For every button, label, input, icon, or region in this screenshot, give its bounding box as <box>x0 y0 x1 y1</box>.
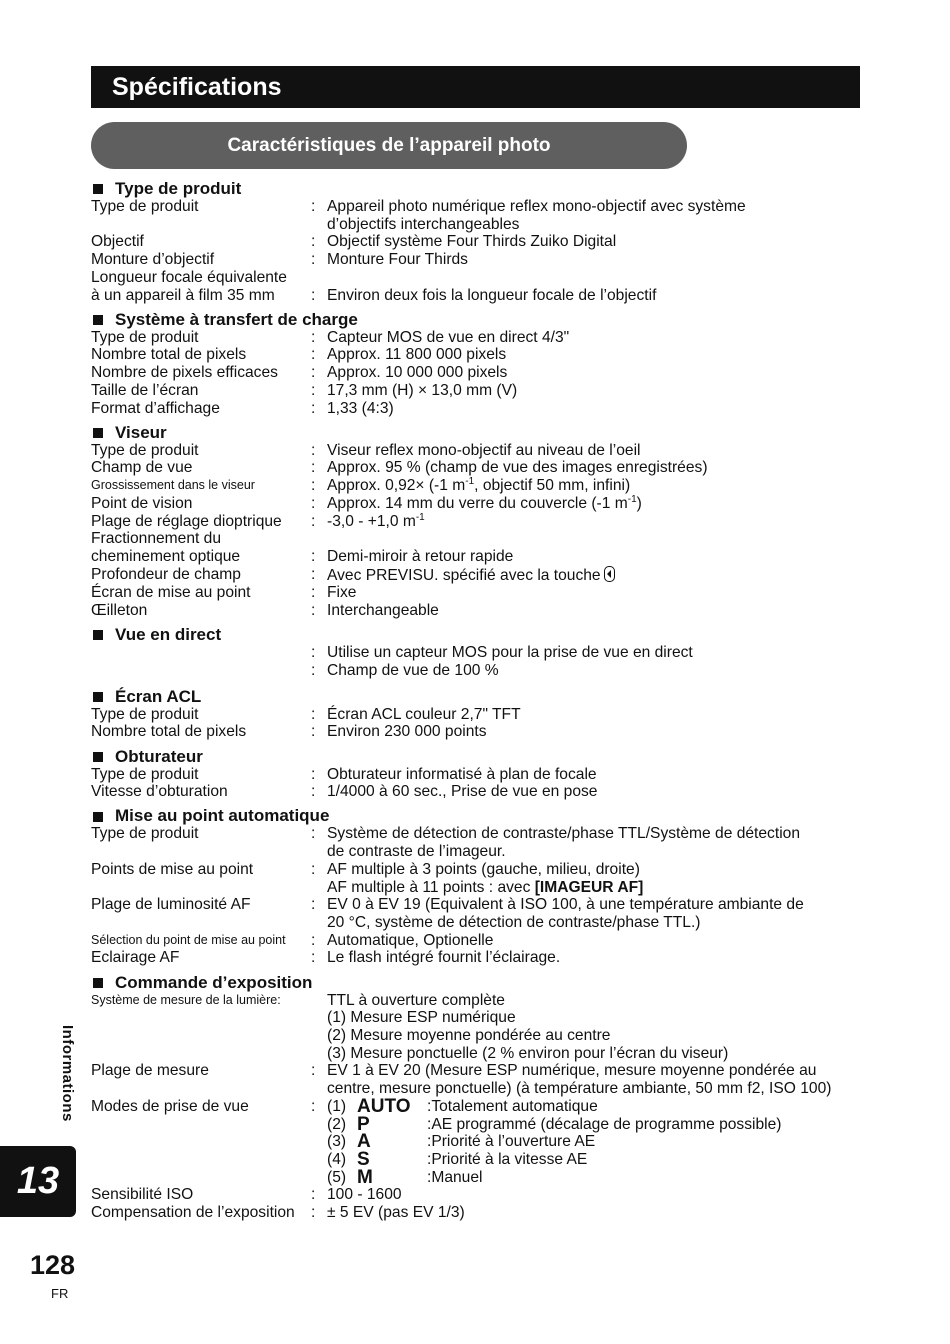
spec-label: Type de produit <box>91 198 199 215</box>
spec-label: Type de produit <box>91 825 199 843</box>
spec-row <box>91 495 871 513</box>
spec-value <box>327 198 871 233</box>
spec-value: Écran ACL couleur 2,7" TFT <box>327 705 521 723</box>
colon: : <box>311 251 316 269</box>
spec-value: Viseur reflex mono-objectif au niveau de l’oeil <box>327 441 641 459</box>
spec-label: Type de produit <box>91 328 199 346</box>
superscript: -1 <box>415 511 425 523</box>
spec-value: Environ 230 000 points <box>327 723 487 741</box>
mode-m-icon: M <box>357 1166 373 1188</box>
spec-label: Points de mise au point <box>91 860 254 878</box>
mode-number: (2) <box>327 1115 347 1133</box>
value-line: de contraste de l’imageur. <box>327 843 506 861</box>
mode-item <box>327 1113 871 1135</box>
colon: : <box>311 860 316 878</box>
mode-a-icon: A <box>357 1131 371 1153</box>
spec-value: Approx. 95 % (champ de vue des images enregistrées) <box>327 459 708 477</box>
section-title: Viseur <box>115 422 167 442</box>
section-title: Type de produit <box>115 179 242 198</box>
colon: : <box>311 494 316 512</box>
colon: : <box>311 644 316 662</box>
mode-p-icon: P <box>357 1113 370 1135</box>
section-title: Vue en direct <box>115 625 222 645</box>
mode-description: :Priorité à la vitesse AE <box>427 1150 588 1168</box>
value-line: centre, mesure ponctuelle) (à température ambiante, 50 mm f2, ISO 100) <box>327 1080 832 1098</box>
spec-value: ± 5 EV (pas EV 1/3) <box>327 1204 465 1222</box>
section-heading <box>91 626 871 644</box>
bullet-square-icon <box>93 752 103 762</box>
section-subtitle: Caractéristiques de l’appareil photo <box>91 122 687 169</box>
spec-label: Objectif <box>91 233 144 251</box>
page-title: Spécifications <box>91 66 860 108</box>
mode-number: (1) <box>327 1097 347 1115</box>
value-part: -3,0 - +1,0 m <box>327 512 416 530</box>
value-line: Appareil photo numérique reflex mono-objectif avec système <box>327 198 746 215</box>
spec-row <box>91 949 871 967</box>
spec-row <box>91 896 871 931</box>
page-number: 128 <box>30 1250 76 1280</box>
colon: : <box>311 441 316 459</box>
colon: : <box>311 565 316 583</box>
spec-row <box>91 530 871 548</box>
section-title: Écran ACL <box>115 686 202 706</box>
spec-label: Type de produit <box>91 441 199 459</box>
value-line: EV 1 à EV 20 (Mesure ESP numérique, mesure moyenne pondérée au <box>327 1062 817 1080</box>
mode-description: :Manuel <box>427 1168 483 1186</box>
spec-row <box>91 364 871 382</box>
spec-label: Compensation de l’exposition <box>91 1204 295 1222</box>
colon: : <box>311 1204 316 1222</box>
colon: : <box>311 705 316 723</box>
spec-value <box>327 1062 871 1097</box>
spec-row <box>91 1095 871 1188</box>
mode-item <box>327 1095 871 1117</box>
section-title: Système à transfert de charge <box>115 309 358 329</box>
value-line: AF multiple à 11 points : avec <box>327 878 535 896</box>
spec-label: Fractionnement du <box>91 530 222 548</box>
spec-value: Obturateur informatisé à plan de focale <box>327 765 597 783</box>
section-title: Obturateur <box>115 746 203 766</box>
bullet-square-icon <box>93 978 103 988</box>
section-title: Commande d’exposition <box>115 972 313 992</box>
language-code: FR <box>51 1286 69 1301</box>
colon: : <box>311 723 316 741</box>
colon: : <box>311 1062 316 1080</box>
bullet-square-icon <box>93 184 103 194</box>
colon: : <box>311 477 316 495</box>
colon <box>311 269 327 287</box>
value-part: ) <box>636 494 642 512</box>
spec-row <box>91 783 871 801</box>
value-line: EV 0 à EV 19 (Equivalent à ISO 100, à une température ambiante de <box>327 896 804 914</box>
mode-description: :AE programmé (décalage de programme possible) <box>427 1115 782 1133</box>
mode-auto-icon: AUTO <box>357 1095 411 1117</box>
spec-label <box>91 662 311 680</box>
bullet-square-icon <box>93 315 103 325</box>
section-heading <box>91 974 871 992</box>
colon: : <box>311 547 316 565</box>
spec-row <box>91 566 871 585</box>
mode-number: (3) <box>327 1133 347 1151</box>
spec-value: Champ de vue de 100 % <box>327 661 499 679</box>
colon: : <box>311 399 316 417</box>
spec-label: Écran de mise au point <box>91 584 251 602</box>
spec-row <box>91 1062 871 1097</box>
spec-value: 1/4000 à 60 sec., Prise de vue en pose <box>327 783 598 801</box>
colon: : <box>311 512 316 530</box>
spec-value: Monture Four Thirds <box>327 251 468 269</box>
value-line: Système de détection de contraste/phase TTL/Système de détection <box>327 825 800 843</box>
colon: : <box>311 765 316 783</box>
section-heading <box>91 180 871 198</box>
spec-label: Nombre total de pixels <box>91 346 247 364</box>
spec-row <box>91 346 871 364</box>
spec-label: Type de produit <box>91 765 199 783</box>
spec-list <box>91 178 871 1222</box>
spec-value: Objectif système Four Thirds Zuiko Digital <box>327 233 617 251</box>
mode-number: (5) <box>327 1168 347 1186</box>
colon: : <box>311 584 316 602</box>
menu-reference: [IMAGEUR AF] <box>534 878 644 896</box>
spec-label: Vitesse d’obturation <box>91 783 228 801</box>
colon: : <box>311 198 316 215</box>
colon: : <box>311 1097 316 1115</box>
spec-label: Modes de prise de vue <box>91 1097 249 1115</box>
spec-row <box>91 584 871 602</box>
spec-value <box>327 825 871 860</box>
spec-row <box>91 992 871 1063</box>
spec-row <box>91 459 871 477</box>
superscript: -1 <box>465 475 475 487</box>
spec-value: Utilise un capteur MOS pour la prise de vue en direct <box>327 644 693 662</box>
spec-row <box>91 382 871 400</box>
section-heading <box>91 311 871 329</box>
spec-row <box>91 269 871 287</box>
colon: : <box>311 233 316 251</box>
list-item: (3) Mesure ponctuelle (2 % environ pour l’écran du viseur) <box>327 1044 729 1062</box>
spec-label: Longueur focale équivalente <box>91 268 287 286</box>
bullet-square-icon <box>93 692 103 702</box>
spec-value <box>327 992 871 1063</box>
value-part: Approx. 0,92× (-1 m <box>327 477 466 495</box>
mode-description: :Totalement automatique <box>427 1097 598 1115</box>
spec-value <box>327 530 871 548</box>
spec-row <box>91 766 871 784</box>
spec-value: Environ deux fois la longueur focale de l’objectif <box>327 286 657 304</box>
spec-label: Système de mesure de la lumière: <box>91 992 281 1007</box>
section-heading <box>91 424 871 442</box>
list-item: (2) Mesure moyenne pondérée au centre <box>327 1027 611 1045</box>
mode-number: (4) <box>327 1150 347 1168</box>
spec-label: Grossissement dans le viseur <box>91 478 255 493</box>
colon: : <box>311 1186 316 1204</box>
spec-row <box>91 287 871 305</box>
spec-label: Point de vision <box>91 494 193 512</box>
colon: : <box>311 346 316 364</box>
bullet-square-icon <box>93 428 103 438</box>
spec-row <box>91 861 871 896</box>
spec-label: Type de produit <box>91 705 199 723</box>
colon: : <box>311 459 316 477</box>
list-item: (1) Mesure ESP numérique <box>327 1009 516 1027</box>
spec-value: Automatique, Optionelle <box>327 931 494 949</box>
spec-value: 100 - 1600 <box>327 1186 402 1204</box>
spec-label: Taille de l’écran <box>91 381 199 399</box>
colon: : <box>311 783 316 801</box>
spec-value: Demi-miroir à retour rapide <box>327 547 514 565</box>
spec-value: Approx. 11 800 000 pixels <box>327 346 507 364</box>
bullet-square-icon <box>93 630 103 640</box>
spec-label: Plage de mesure <box>91 1062 209 1080</box>
spec-value: 17,3 mm (H) × 13,0 mm (V) <box>327 381 518 399</box>
spec-row <box>91 233 871 251</box>
spec-row <box>91 644 871 662</box>
spec-row <box>91 1204 871 1222</box>
spec-value <box>327 495 871 513</box>
colon: : <box>311 286 316 304</box>
spec-value <box>327 477 871 495</box>
spec-label: Eclairage AF <box>91 949 180 967</box>
spec-label: Nombre total de pixels <box>91 723 247 741</box>
mode-s-icon: S <box>357 1148 370 1170</box>
value-part: , objectif 50 mm, infini) <box>474 477 631 495</box>
mode-description: :Priorité à l’ouverture AE <box>427 1133 596 1151</box>
spec-label: Format d’affichage <box>91 399 220 417</box>
spec-row <box>91 1186 871 1204</box>
spec-value <box>327 896 871 931</box>
spec-row <box>91 400 871 418</box>
value-line: TTL à ouverture complète <box>327 991 505 1009</box>
spec-label: Sélection du point de mise au point <box>91 932 286 947</box>
value-part: Approx. 14 mm du verre du couvercle (-1 m <box>327 494 628 512</box>
mode-list <box>327 1095 871 1188</box>
spec-label: Nombre de pixels efficaces <box>91 364 278 382</box>
section-heading <box>91 807 871 825</box>
bullet-square-icon <box>93 812 103 822</box>
spec-value <box>327 269 871 287</box>
colon: : <box>311 328 316 346</box>
spec-value <box>327 513 871 531</box>
spec-row <box>91 548 871 566</box>
spec-value: Capteur MOS de vue en direct 4/3" <box>327 328 570 346</box>
spec-row <box>91 513 871 531</box>
value-line: d’objectifs interchangeables <box>327 215 520 233</box>
spec-row <box>91 442 871 460</box>
colon <box>311 530 327 548</box>
spec-label: Œilleton <box>91 602 148 620</box>
spec-row <box>91 251 871 269</box>
colon: : <box>311 602 316 620</box>
spec-value: Approx. 10 000 000 pixels <box>327 364 508 382</box>
section-heading <box>91 748 871 766</box>
section-heading <box>91 688 871 706</box>
spec-value: Interchangeable <box>327 602 439 620</box>
spec-row <box>91 932 871 950</box>
colon: : <box>311 381 316 399</box>
colon: : <box>311 661 316 679</box>
spec-value <box>327 566 871 585</box>
preview-button-icon <box>604 566 615 582</box>
value-line: 20 °C, système de détection de contraste/phase TTL.) <box>327 914 701 931</box>
spec-value: Le flash intégré fournit l’éclairage. <box>327 949 561 967</box>
superscript: -1 <box>627 493 637 505</box>
spec-label: Sensibilité ISO <box>91 1186 194 1204</box>
spec-label: Champ de vue <box>91 459 193 477</box>
spec-label: Plage de réglage dioptrique <box>91 512 282 530</box>
colon: : <box>311 931 316 949</box>
mode-item <box>327 1133 871 1151</box>
spec-label: Plage de luminosité AF <box>91 896 251 914</box>
spec-label <box>91 644 311 662</box>
chapter-tab: 13 <box>0 1146 76 1217</box>
mode-item <box>327 1148 871 1170</box>
spec-value <box>327 861 871 896</box>
chapter-side-label: Informations <box>59 1025 76 1122</box>
colon: : <box>311 896 316 914</box>
spec-row <box>91 706 871 724</box>
mode-item <box>327 1166 871 1188</box>
spec-label: Monture d’objectif <box>91 251 215 269</box>
spec-row <box>91 825 871 860</box>
spec-row <box>91 602 871 620</box>
spec-row <box>91 477 871 495</box>
spec-label: à un appareil à film 35 mm <box>91 286 275 304</box>
spec-value: 1,33 (4:3) <box>327 399 394 417</box>
colon: : <box>311 364 316 382</box>
spec-row <box>91 198 871 233</box>
spec-row <box>91 329 871 347</box>
spec-row <box>91 662 871 680</box>
spec-label: cheminement optique <box>91 547 241 565</box>
value-part: Avec PREVISU. spécifié avec la touche <box>327 566 601 584</box>
colon: : <box>311 949 316 967</box>
colon: : <box>311 825 316 843</box>
spec-label: Profondeur de champ <box>91 565 241 583</box>
spec-value: Fixe <box>327 584 357 602</box>
spec-row <box>91 723 871 741</box>
section-title: Mise au point automatique <box>115 806 330 826</box>
value-line: AF multiple à 3 points (gauche, milieu, droite) <box>327 860 640 878</box>
